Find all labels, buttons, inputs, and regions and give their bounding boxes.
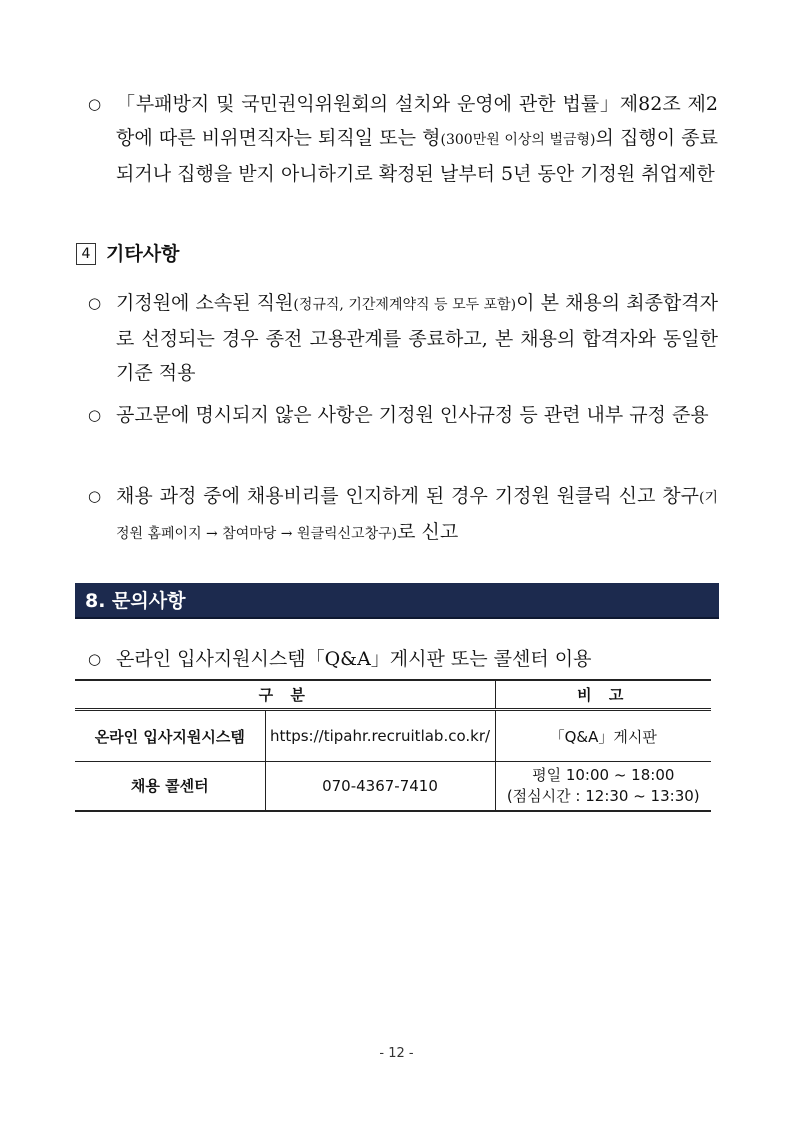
phone-number: 070-4367-7410 [265, 762, 495, 812]
bullet-employment-restriction [88, 87, 718, 191]
contact-table [75, 679, 711, 812]
bullet-mark: ○ [88, 95, 102, 113]
website-link[interactable]: https://tipahr.recruitlab.co.kr/ [265, 710, 495, 762]
bullet-text: 채용 과정 중에 채용비리를 인지하게 된 경우 기정원 원클릭 신고 창구(기정원 홈페이지 → 참여마당 → 원클릭신고창구)로 신고 [116, 485, 718, 543]
row-label: 채용 콜센터 [75, 762, 265, 812]
bullet-mark: ○ [88, 406, 102, 424]
hours-lunch: (점심시간 : 12:30 ~ 13:30) [506, 787, 700, 805]
bullet-internal-rules [88, 398, 718, 432]
hours-weekday: 평일 10:00 ~ 18:00 [532, 766, 675, 784]
row-note [495, 762, 711, 812]
bullet-text: 기정원에 소속된 직원(정규직, 기간제계약직 등 모두 포함)이 본 채용의 최종합격자로 선정되는 경우 종전 고용관계를 종료하고, 본 채용의 합격자와 동일한 기준 적용 [116, 292, 718, 384]
bullet-internal-staff [88, 286, 718, 390]
section-8-banner: 8. 문의사항 [75, 583, 719, 619]
page-number: - 12 - [379, 1046, 414, 1061]
section-title: 기타사항 [106, 243, 180, 265]
bullet-text: 온라인 입사지원시스템「Q&A」게시판 또는 콜센터 이용 [116, 648, 592, 670]
bullet-text: 「부패방지 및 국민권익위원회의 설치와 운영에 관한 법률」제82조 제2항에 따른 비위면직자는 퇴직일 또는 형(300만원 이상의 벌금형)의 집행이 종료되거나 집행을 받지 아니하기로 확정된 날부터 5년 동안 기정원 취업제한 [116, 93, 718, 185]
bullet-mark: ○ [88, 487, 102, 505]
section-number-box: 4 [76, 243, 96, 265]
row-note: 「Q&A」게시판 [495, 710, 711, 762]
row-label: 온라인 입사지원시스템 [75, 710, 265, 762]
header-note: 비 고 [495, 680, 711, 710]
bullet-mark: ○ [88, 650, 102, 668]
table-row [75, 762, 711, 812]
section-4-heading [76, 239, 179, 269]
bullet-text: 공고문에 명시되지 않은 사항은 기정원 인사규정 등 관련 내부 규정 준용 [116, 404, 709, 426]
bullet-mark: ○ [88, 294, 102, 312]
bullet-report-corruption [88, 479, 718, 551]
table-row [75, 710, 711, 762]
bullet-contact-intro [88, 642, 718, 676]
header-category: 구 분 [75, 680, 495, 710]
